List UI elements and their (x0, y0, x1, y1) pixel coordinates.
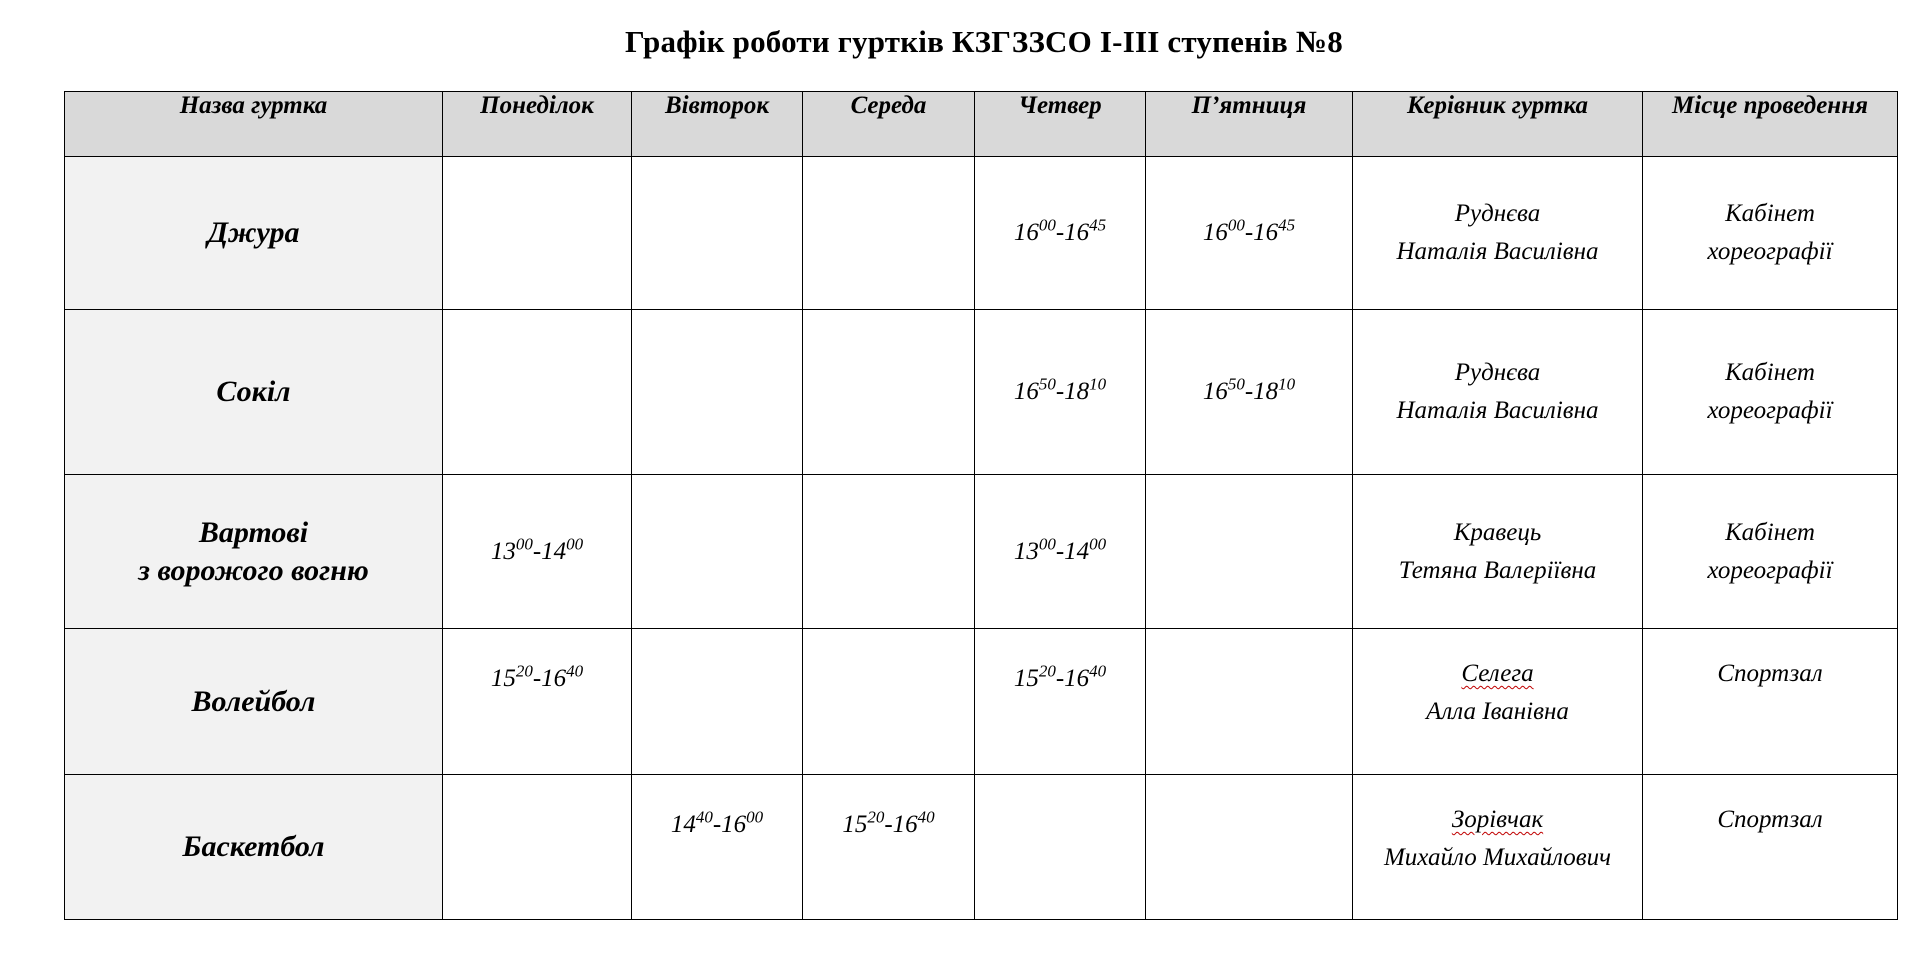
time-range: $16^{00}-16^{45}$ (1013, 215, 1107, 246)
thursday-cell (975, 629, 1146, 775)
table-row (65, 775, 1898, 920)
thursday-cell (975, 157, 1146, 310)
tuesday-cell (632, 475, 803, 629)
column-header-club-name: Назва гуртка (65, 92, 443, 157)
leader-cell (1353, 475, 1643, 629)
monday-cell (443, 629, 632, 775)
schedule-table (64, 91, 1898, 920)
time-range: $15^{20}-16^{40}$ (490, 661, 584, 692)
location-line: Кабінет (1725, 359, 1815, 386)
tuesday-cell (632, 775, 803, 920)
leader-surname: Кравець (1453, 518, 1542, 546)
leader-given-names: Тетяна Валеріївна (1398, 556, 1597, 584)
monday-cell (443, 475, 632, 629)
tuesday-cell (632, 310, 803, 475)
column-header-tuesday: Вівторок (632, 92, 803, 157)
column-header-friday: П’ятниця (1146, 92, 1353, 157)
tuesday-cell (632, 629, 803, 775)
club-name-cell (65, 775, 443, 920)
time-range: $16^{00}-16^{45}$ (1202, 215, 1296, 246)
column-header-location: Місце проведення (1643, 92, 1898, 157)
location-line: Спортзал (1717, 806, 1823, 833)
club-name-cell (65, 157, 443, 310)
leader-cell (1353, 775, 1643, 920)
club-name-cell (65, 475, 443, 629)
column-header-thursday: Четвер (975, 92, 1146, 157)
leader-cell (1353, 310, 1643, 475)
location-line: Кабінет (1725, 518, 1815, 546)
thursday-cell (975, 310, 1146, 475)
monday-cell (443, 157, 632, 310)
time-range: $13^{00}-14^{00}$ (490, 534, 584, 565)
club-name-cell (65, 629, 443, 775)
monday-cell (443, 775, 632, 920)
friday-cell (1146, 775, 1353, 920)
leader-surname: Зорівчак (1451, 806, 1544, 833)
table-row (65, 157, 1898, 310)
location-cell (1643, 475, 1898, 629)
location-line: Кабінет (1725, 200, 1815, 227)
table-row (65, 629, 1898, 775)
club-name: Вартові (198, 515, 309, 549)
leader-cell (1353, 629, 1643, 775)
leader-surname: Руднєва (1454, 200, 1541, 227)
club-name: Джура (207, 216, 300, 249)
table-row (65, 310, 1898, 475)
leader-surname: Руднєва (1454, 359, 1541, 386)
location-cell (1643, 310, 1898, 475)
location-cell (1643, 775, 1898, 920)
location-line: Спортзал (1717, 660, 1823, 687)
leader-surname: Селега (1461, 660, 1534, 687)
column-header-monday: Понеділок (443, 92, 632, 157)
location-cell (1643, 157, 1898, 310)
wednesday-cell (803, 475, 975, 629)
time-range: $15^{20}-16^{40}$ (842, 807, 935, 838)
wednesday-cell (803, 775, 975, 920)
friday-cell (1146, 475, 1353, 629)
location-line: хореографії (1707, 556, 1833, 584)
thursday-cell (975, 475, 1146, 629)
table-row (65, 475, 1898, 629)
club-name-cell (65, 310, 443, 475)
friday-cell (1146, 310, 1353, 475)
thursday-cell (975, 775, 1146, 920)
leader-given-names: Михайло Михайлович (1383, 844, 1612, 871)
club-name: Баскетбол (182, 830, 325, 863)
location-line: хореографії (1707, 397, 1833, 424)
club-name: Волейбол (191, 684, 316, 718)
page-title: Графік роботи гуртків КЗГЗЗСО I-III ступенів №8 (625, 24, 1343, 59)
wednesday-cell (803, 157, 975, 310)
time-range: $13^{00}-14^{00}$ (1013, 534, 1107, 565)
time-range: $16^{50}-18^{10}$ (1202, 374, 1296, 405)
wednesday-cell (803, 310, 975, 475)
header-row (65, 92, 1898, 157)
friday-cell (1146, 157, 1353, 310)
column-header-leader: Керівник гуртка (1353, 92, 1643, 157)
wednesday-cell (803, 629, 975, 775)
club-name: Сокіл (216, 375, 291, 408)
friday-cell (1146, 629, 1353, 775)
time-range: $16^{50}-18^{10}$ (1013, 374, 1107, 405)
leader-given-names: Наталія Василівна (1396, 238, 1599, 265)
leader-given-names: Алла Іванівна (1426, 698, 1569, 725)
leader-given-names: Наталія Василівна (1396, 397, 1599, 424)
club-name: з ворожого вогню (138, 553, 369, 587)
column-header-wednesday: Середа (803, 92, 975, 157)
location-line: хореографії (1707, 238, 1833, 265)
time-range: $14^{40}-16^{00}$ (670, 807, 764, 838)
location-cell (1643, 629, 1898, 775)
time-range: $15^{20}-16^{40}$ (1013, 661, 1107, 692)
monday-cell (443, 310, 632, 475)
leader-cell (1353, 157, 1643, 310)
tuesday-cell (632, 157, 803, 310)
